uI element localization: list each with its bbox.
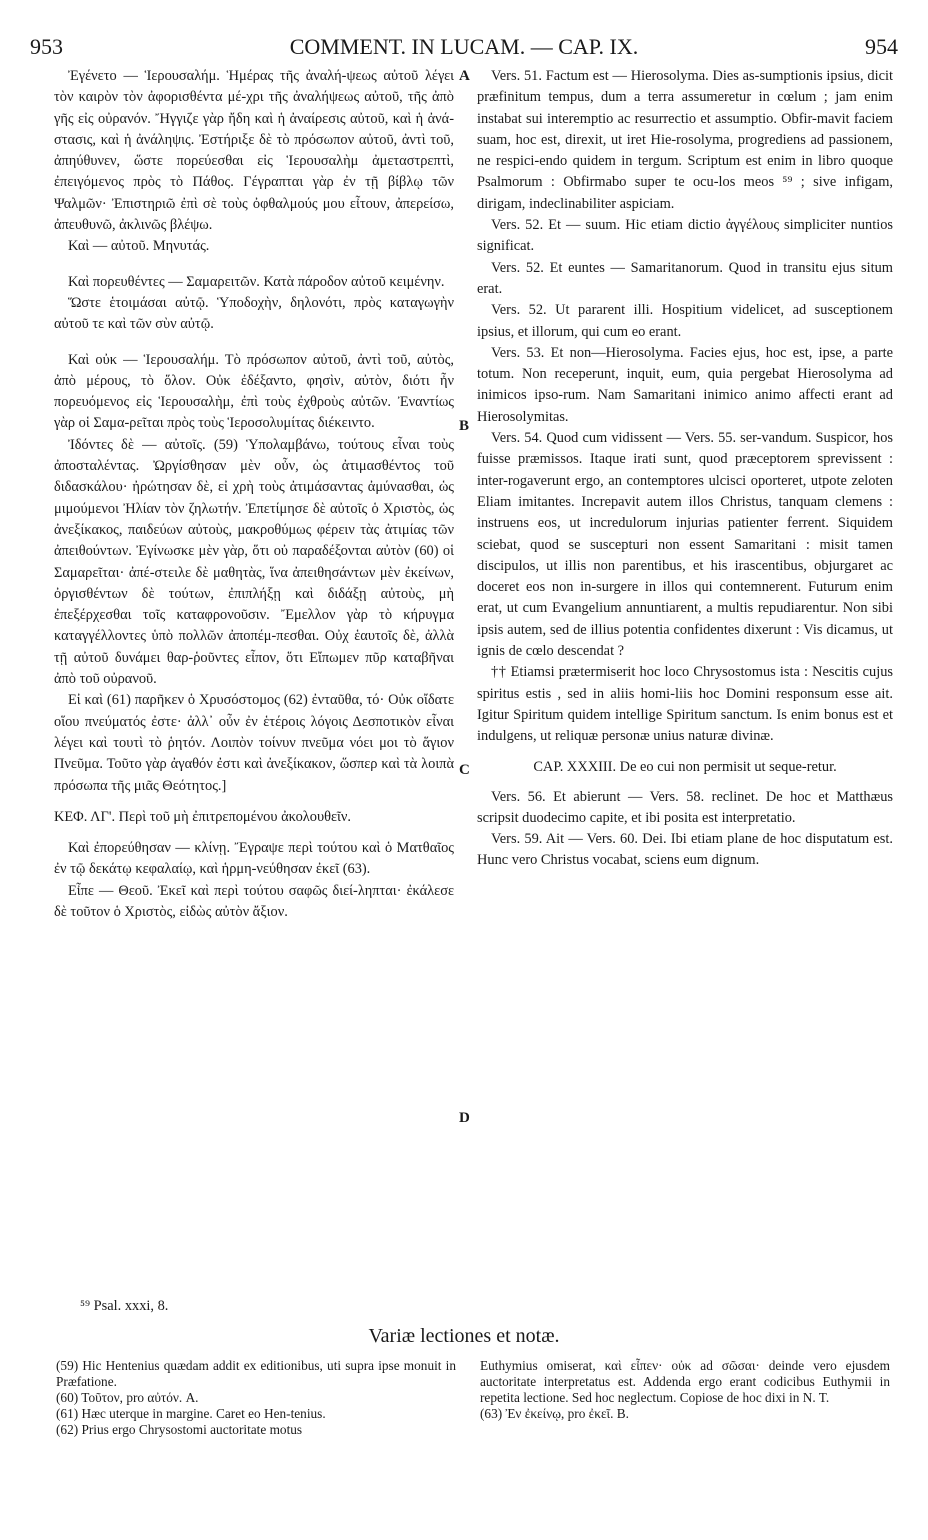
page-header: [30, 34, 898, 64]
latin-paragraph: Vers. 52. Et — suum. Hic etiam dictio ἀγγέλους simpliciter nuntios significat.: [477, 217, 893, 255]
latin-paragraph: Vers. 51. Factum est — Hierosolyma. Dies as-sumptionis ipsius, dicit præfinitum tempus, dum a terra assumeretur in cœlum ; jam enim instabat sui interemptio ac resurrectio et assumptio. Obfir-mavit faciem suam, hoc est, direxit, ut iret Hie-rosolyma, progrediens ad passionem, ne respici-endo quidem in tergum. Scriptum est enim in libro quoque Psalmorum : Obfirmabo super te ocu-los meos ⁵⁹ ; sive infigam, dirigam, indeclinabiliter aspiciam.: [477, 68, 893, 212]
greek-paragraph: Καὶ πορευθέντες — Σαμαρειτῶν. Κατὰ πάροδον αὐτοῦ κειμένην.: [68, 273, 445, 290]
greek-paragraph: Ἰδόντες δὲ — αὐτοῖς. (59) Ὑπολαμβάνω, τούτους εἶναι τοὺς ἀποσταλέντας. Ὠργίσθησαν μὲν οὖν, ὡς ἀτιμασθέντος τοῦ διδασκάλου· ἠρώτησαν δὲ, εἰ χρὴ τοὺς ἀτιμάσαντας ἀμύνασθαι, ὡς μιμούμενοι Ἠλίαν τὸν ζηλωτήν. Ἐπετίμησε δὲ αὐτοῖς ὁ Χριστὸς, ὡς ἀνεξίκακος, παιδεύων αὐτοὺς, μακροθύμως φέρειν τὰς ἀτιμίας τῶν ἀπειθούντων. Ἐγίνωσκε μὲν γὰρ, ὅτι οὐ παραδέξονται αὐτὸν (60) οἱ Σαμαρεῖται· ἀπέ-στειλε δὲ μαθητὰς, ἵνα ἀπειθησάντων μὲν ἐκείνων, ὀργισθέντων δὲ τούτων, ἐπιπλήξῃ καὶ διδάξῃ αὐτοὺς, μὴ ἐπεξέρχεσθαι τοῖς καταφρονοῦσιν. Ἔμελλον γὰρ τὸ κήρυγμα καταγγέλλοντες ὑπὸ πολλῶν ἀποπέμ-πεσθαι. Οὐχ ἑαυτοῖς δὲ, ἀλλὰ τῇ αὐτοῦ δυνάμει θαρ-ῥοῦντες εἶπον, ὅτι Εἴπωμεν πῦρ καταβῆναι ἀπὸ τοῦ οὐρανοῦ.: [54, 436, 454, 688]
greek-paragraph: Καὶ ἐπορεύθησαν — κλίνῃ. Ἔγραψε περὶ τούτου καὶ ὁ Ματθαῖος ἐν τῷ δεκάτῳ κεφαλαίῳ, καὶ ἡρμη-νεύθησαν ἐκεῖ (63).: [54, 840, 454, 878]
margin-marker-d: D: [459, 1110, 470, 1126]
latin-paragraph: †† Etiamsi prætermiserit hoc loco Chrysostomus ista : Nescitis cujus spiritus estis , sed in aliis homi-liis hoc Domini responsum esse ait. Igitur Spiritum quidem intellige Spiritum sanctum. Is enim bonus est et indulgens, ut reliquæ personæ unius naturæ divinæ.: [477, 664, 893, 745]
latin-paragraph: Vers. 52. Et euntes — Samaritanorum. Quod in transitu ejus situm erat.: [477, 259, 893, 297]
note-item: (60) Τοῦτον, pro αὐτόν. A.: [56, 1390, 199, 1405]
greek-chapter-heading: ΚΕΦ. ΛΓ'. Περὶ τοῦ μὴ ἐπιτρεπομένου ἀκολουθεῖν.: [54, 808, 351, 825]
latin-paragraph: Vers. 53. Et non—Hierosolyma. Facies ejus, hoc est, ipse, a parte totum. Non receperunt, inquit, eum, quia pergebat Hierosolyma ad inimicos ipso-rum. Nam Samaritani inimico animo affecti erant ad Hierosolymitas.: [477, 344, 893, 425]
latin-paragraph: Vers. 59. Ait — Vers. 60. Dei. Ibi etiam plane de hoc disputatum est. Hunc vero Christus vocabat, sciens eum dignum.: [477, 831, 893, 869]
note-item: (62) Prius ergo Chrysostomi auctoritate motus: [56, 1422, 303, 1437]
greek-paragraph: Καὶ οὐκ — Ἱερουσαλήμ. Τὸ πρόσωπον αὐτοῦ, ἀντὶ τοῦ, αὐτὸς, ἀπὸ μέρους, τὸ ὅλον. Οὐκ ἐδέξαντο, φησὶν, αὐτὸν, διότι ἦν πορευόμενος εἰς Ἱερουσαλὴμ, ἐπὶ τοὺς ἐχθροὺς αὐτῶν. Ἐναντίως γὰρ οἱ Σαμα-ρεῖται πρὸς τοὺς Ἱεροσολυμίτας διέκειντο.: [54, 351, 454, 432]
latin-paragraph: Vers. 54. Quod cum vidissent — Vers. 55. ser-vandum. Suspicor, hos fuisse præmissos. Itaque irati sunt, quod præceptorem sprevissent : inter-rogaverunt ergo, an contemptores ulcisci oporteret, utpote zeloten Eliam imitantes. Increpavit autem illos Christus, tanquam clemens : instruens eos, ut incredulorum injurias patienter ferrent. Siquidem sciebat, quod se suscepturi non essent Samaritani : misit tamen discipulos, ut illis non parentibus, et his irascentibus, objurgaret ac doceret eos non in-surgere in illos qui contemnerent. Futurum enim erat, ut cum Evangelium annuntiarent, a multis repudiarentur. Non sibi ipsis autem, sed de illius potentia confidentes dixerunt : Vis dicamus, ut ignis de cœlo descendat ?: [477, 430, 893, 660]
note-item: (63) Ἐν ἐκείνῳ, pro ἐκεῖ. B.: [480, 1406, 629, 1421]
margin-marker-b: B: [459, 418, 470, 434]
latin-chapter-heading: CAP. XXXIII. De eo cui non permisit ut seque-retur.: [533, 758, 837, 775]
right-page-number: 954: [865, 34, 898, 59]
margin-marker-c: C: [459, 762, 470, 778]
note-item: (61) Hæc uterque in margine. Caret eo Hen-tenius.: [56, 1406, 326, 1421]
margin-marker-a: A: [459, 68, 470, 84]
variae-lectiones-heading: Variæ lectiones et notæ.: [368, 1325, 560, 1347]
footnote: ⁵⁹ Psal. xxxi, 8.: [80, 1298, 169, 1314]
running-title: COMMENT. IN LUCAM. — CAP. IX.: [289, 34, 639, 59]
note-item: Euthymius omiserat, καὶ εἶπεν· οὐκ ad σῶσαι· deinde vero ejusdem auctoritate interpretatus est. Addenda ergo erant codicibus Euthymii in repetita lectione. Sed hoc neglectum. Copiose de hoc dixi in N. T.: [480, 1358, 890, 1405]
greek-paragraph: Καὶ — αὐτοῦ. Μηνυτάς.: [68, 238, 210, 255]
greek-paragraph: Ἐγένετο — Ἱερουσαλήμ. Ἡμέρας τῆς ἀναλή-ψεως αὐτοῦ λέγει τὸν καιρὸν τὸν ἀφορισθέντα μέ-χρι τῆς ἀναλήψεως αὐτοῦ, τῆς ἀπὸ γῆς εἰς οὐρανόν. Ἤγγιζε γὰρ ἤδη καὶ ἡ ἀναίρεσις αὐτοῦ, καὶ ἡ ἀνά-στασις, καὶ ἡ ἀνάληψις. Ἐστήριξε δὲ τὸ πρόσωπον αὐτοῦ, ἀντὶ τοῦ, ἀπηύθυνεν, ὥστε πορεύεσθαι εἰς Ἱερουσαλὴμ ἀμεταστρεπτὶ, ἐπειγόμενος πρὸς τὸ Πάθος. Γέγραπται γὰρ ἐν τῇ βίβλῳ τῶν Ψαλμῶν· Ἐπιστηριῶ ἐπὶ σὲ τοὺς ὀφθαλμούς μου εἶτουν, ἀπερείσω, ἀπευθυνῶ, ἀκλινῶς βλέψω.: [54, 68, 454, 234]
greek-paragraph: Εἶπε — Θεοῦ. Ἐκεῖ καὶ περὶ τούτου σαφῶς διεί-ληπται· ἐκάλεσε δὲ τοῦτον ὁ Χριστὸς, εἰδὼς αὐτὸν ἄξιον.: [54, 882, 454, 920]
latin-paragraph: Vers. 56. Et abierunt — Vers. 58. reclinet. De hoc et Matthæus scripsit duodecimo capite, et ibi posita est interpretatio.: [477, 788, 893, 826]
left-page-number: 953: [30, 34, 63, 59]
greek-paragraph: Ὥστε ἑτοιμάσαι αὐτῷ. Ὑποδοχὴν, δηλονότι, πρὸς καταγωγὴν αὐτοῦ τε καὶ τῶν σὺν αὐτῷ.: [54, 294, 454, 333]
greek-column: [54, 66, 454, 923]
notes-left-column: [56, 1358, 456, 1438]
latin-paragraph: Vers. 52. Ut pararent illi. Hospitium videlicet, ad susceptionem ipsius, et illorum, qui cum eo erant.: [477, 302, 893, 340]
greek-paragraph: Εἰ καὶ (61) παρῆκεν ὁ Χρυσόστομος (62) ἐνταῦθα, τό· Οὐκ οἴδατε οἵου πνεύματός ἐστε· ἀλλ᾽ οὖν ἐν ἑτέροις λόγοις Δεσποτικὸν εἶναι λέγει καὶ τουτὶ τὸ ῥητόν. Λοιπὸν τοίνυν πνεῦμα νόει μοι τὸ ἅγιον Πνεῦμα. Τοῦτο γὰρ ἀγαθόν ἐστι καὶ ἀνεξίκακον, ὥσπερ καὶ τὰ λοιπὰ πρόσωπα τῆς μιᾶς Θεότητος.]: [54, 692, 454, 794]
notes-right-column: [480, 1358, 890, 1422]
latin-column: [477, 66, 893, 872]
note-item: (59) Hic Hentenius quædam addit ex editionibus, uti supra ipse monuit in Præfatione.: [56, 1358, 456, 1389]
